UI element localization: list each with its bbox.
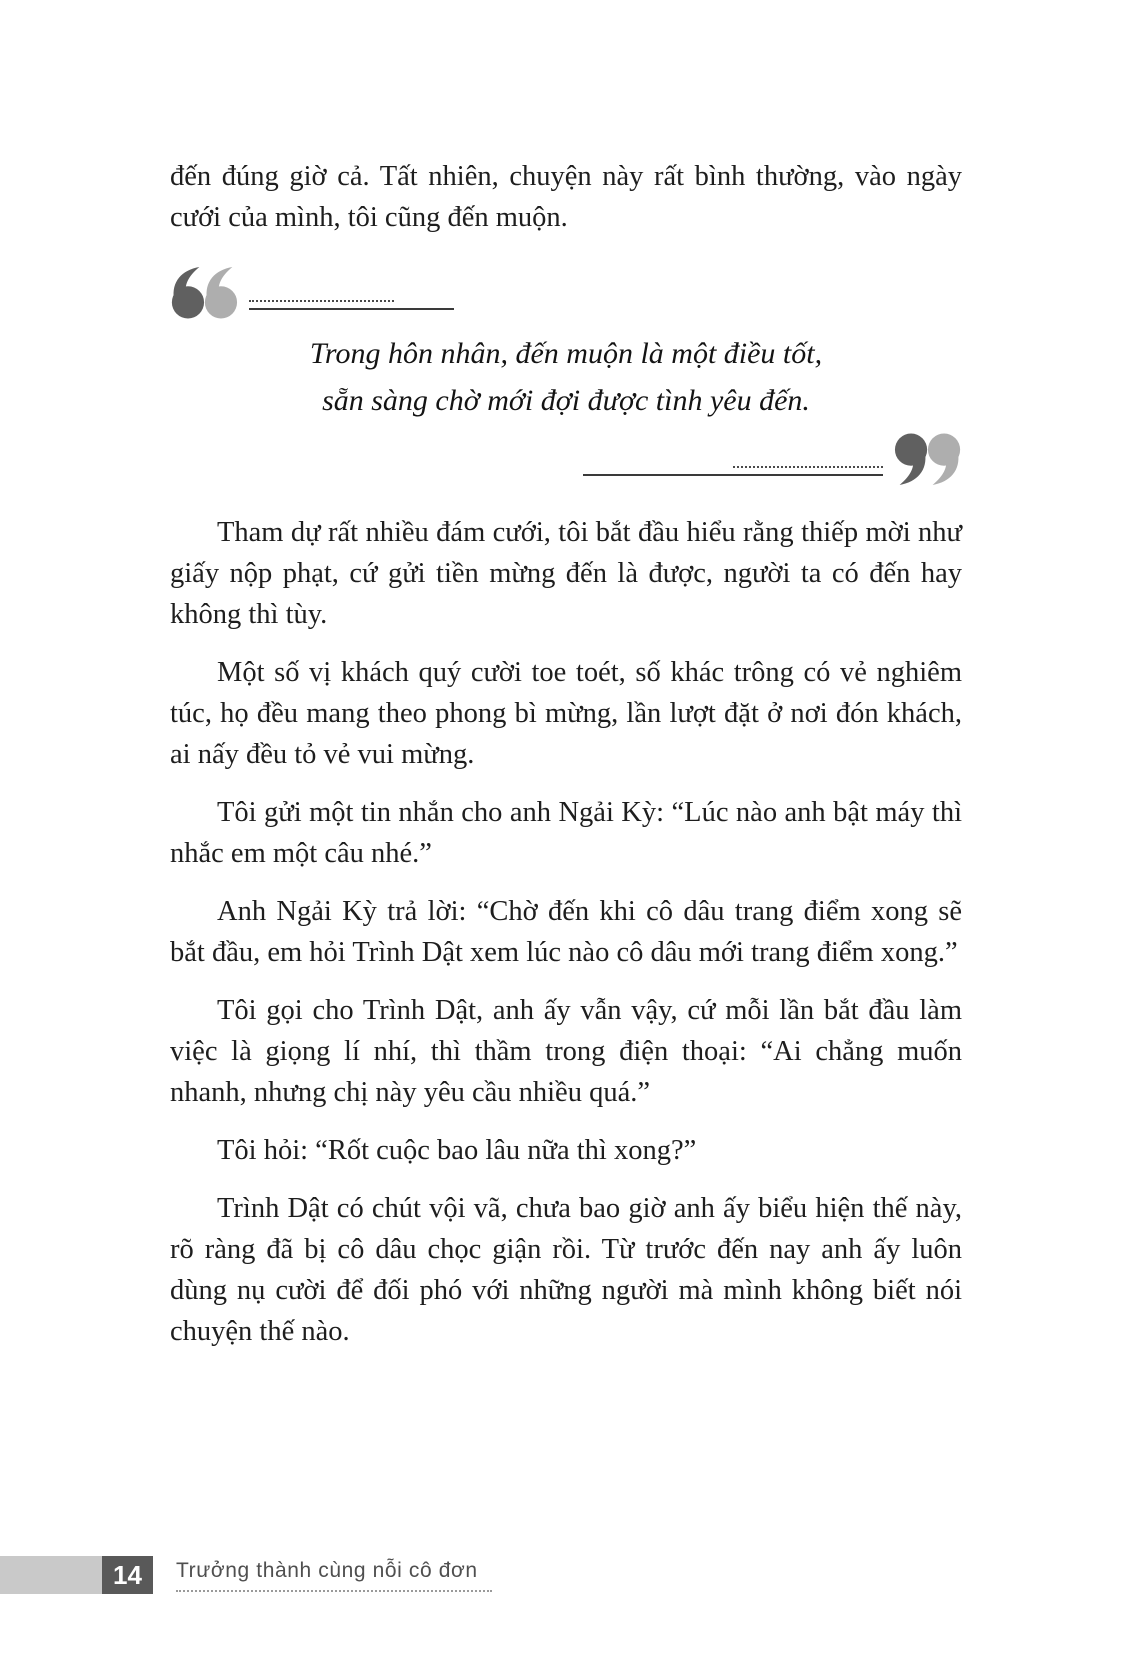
pull-quote-block [170,264,962,486]
solid-line [249,308,454,310]
body-paragraph: đến đúng giờ cả. Tất nhiên, chuyện này rất bình thường, vào ngày cưới của mình, tôi cũng đến muộn. [170,161,962,233]
body-paragraph: Tôi hỏi: “Rốt cuộc bao lâu nữa thì xong?” [217,1135,697,1166]
closing-quote-icon [924,432,962,486]
pull-quote-text [170,330,962,424]
quote-close-ornament [170,430,962,486]
quote-divider-lines [583,466,883,476]
page-number: 14 [102,1556,153,1594]
page-content [170,156,962,1369]
solid-line [583,474,883,476]
book-title: Trưởng thành cùng nỗi cô đơn [176,1559,478,1582]
footer-bar [0,1556,102,1594]
body-paragraph: Trình Dật có chút vội vã, chưa bao giờ anh ấy biểu hiện thế này, rõ ràng đã bị cô dâu chọc giận rồi. Từ trước đến nay anh ấy luôn dùng nụ cười để đối phó với những người mà mình không biết nói chuyện thế nào. [170,1193,962,1347]
dotted-line [733,466,883,468]
body-paragraph: Tham dự rất nhiều đám cưới, tôi bắt đầu hiểu rằng thiếp mời như giấy nộp phạt, cứ gửi tiền mừng đến là được, người ta có đến hay không thì tùy. [170,517,962,630]
opening-quote-icon [203,266,241,320]
body-paragraph: Tôi gửi một tin nhắn cho anh Ngải Kỳ: “Lúc nào anh bật máy thì nhắc em một câu nhé.” [170,797,962,869]
pull-quote-line: sẵn sàng chờ mới đợi được tình yêu đến. [322,384,810,417]
quote-divider-lines [249,300,454,310]
body-paragraph: Anh Ngải Kỳ trả lời: “Chờ đến khi cô dâu trang điểm xong sẽ bắt đầu, em hỏi Trình Dật xem lúc nào cô dâu mới trang điểm xong.” [170,896,962,968]
body-paragraph: Một số vị khách quý cười toe toét, số khác trông có vẻ nghiêm túc, họ đều mang theo phong bì mừng, lần lượt đặt ở nơi đón khách, ai nấy đều tỏ vẻ vui mừng. [170,657,962,770]
footer-dotted-line [176,1590,492,1592]
dotted-line [249,300,394,302]
pull-quote-line: Trong hôn nhân, đến muộn là một điều tốt, [309,337,823,370]
body-paragraph: Tôi gọi cho Trình Dật, anh ấy vẫn vậy, cứ mỗi lần bắt đầu làm việc là giọng lí nhí, thì thầm trong điện thoại: “Ai chẳng muốn nhanh, nhưng chị này yêu cầu nhiều quá.” [170,995,962,1108]
page-footer [0,1553,1126,1599]
quote-open-ornament [170,264,962,320]
footer-title-block [176,1559,492,1592]
